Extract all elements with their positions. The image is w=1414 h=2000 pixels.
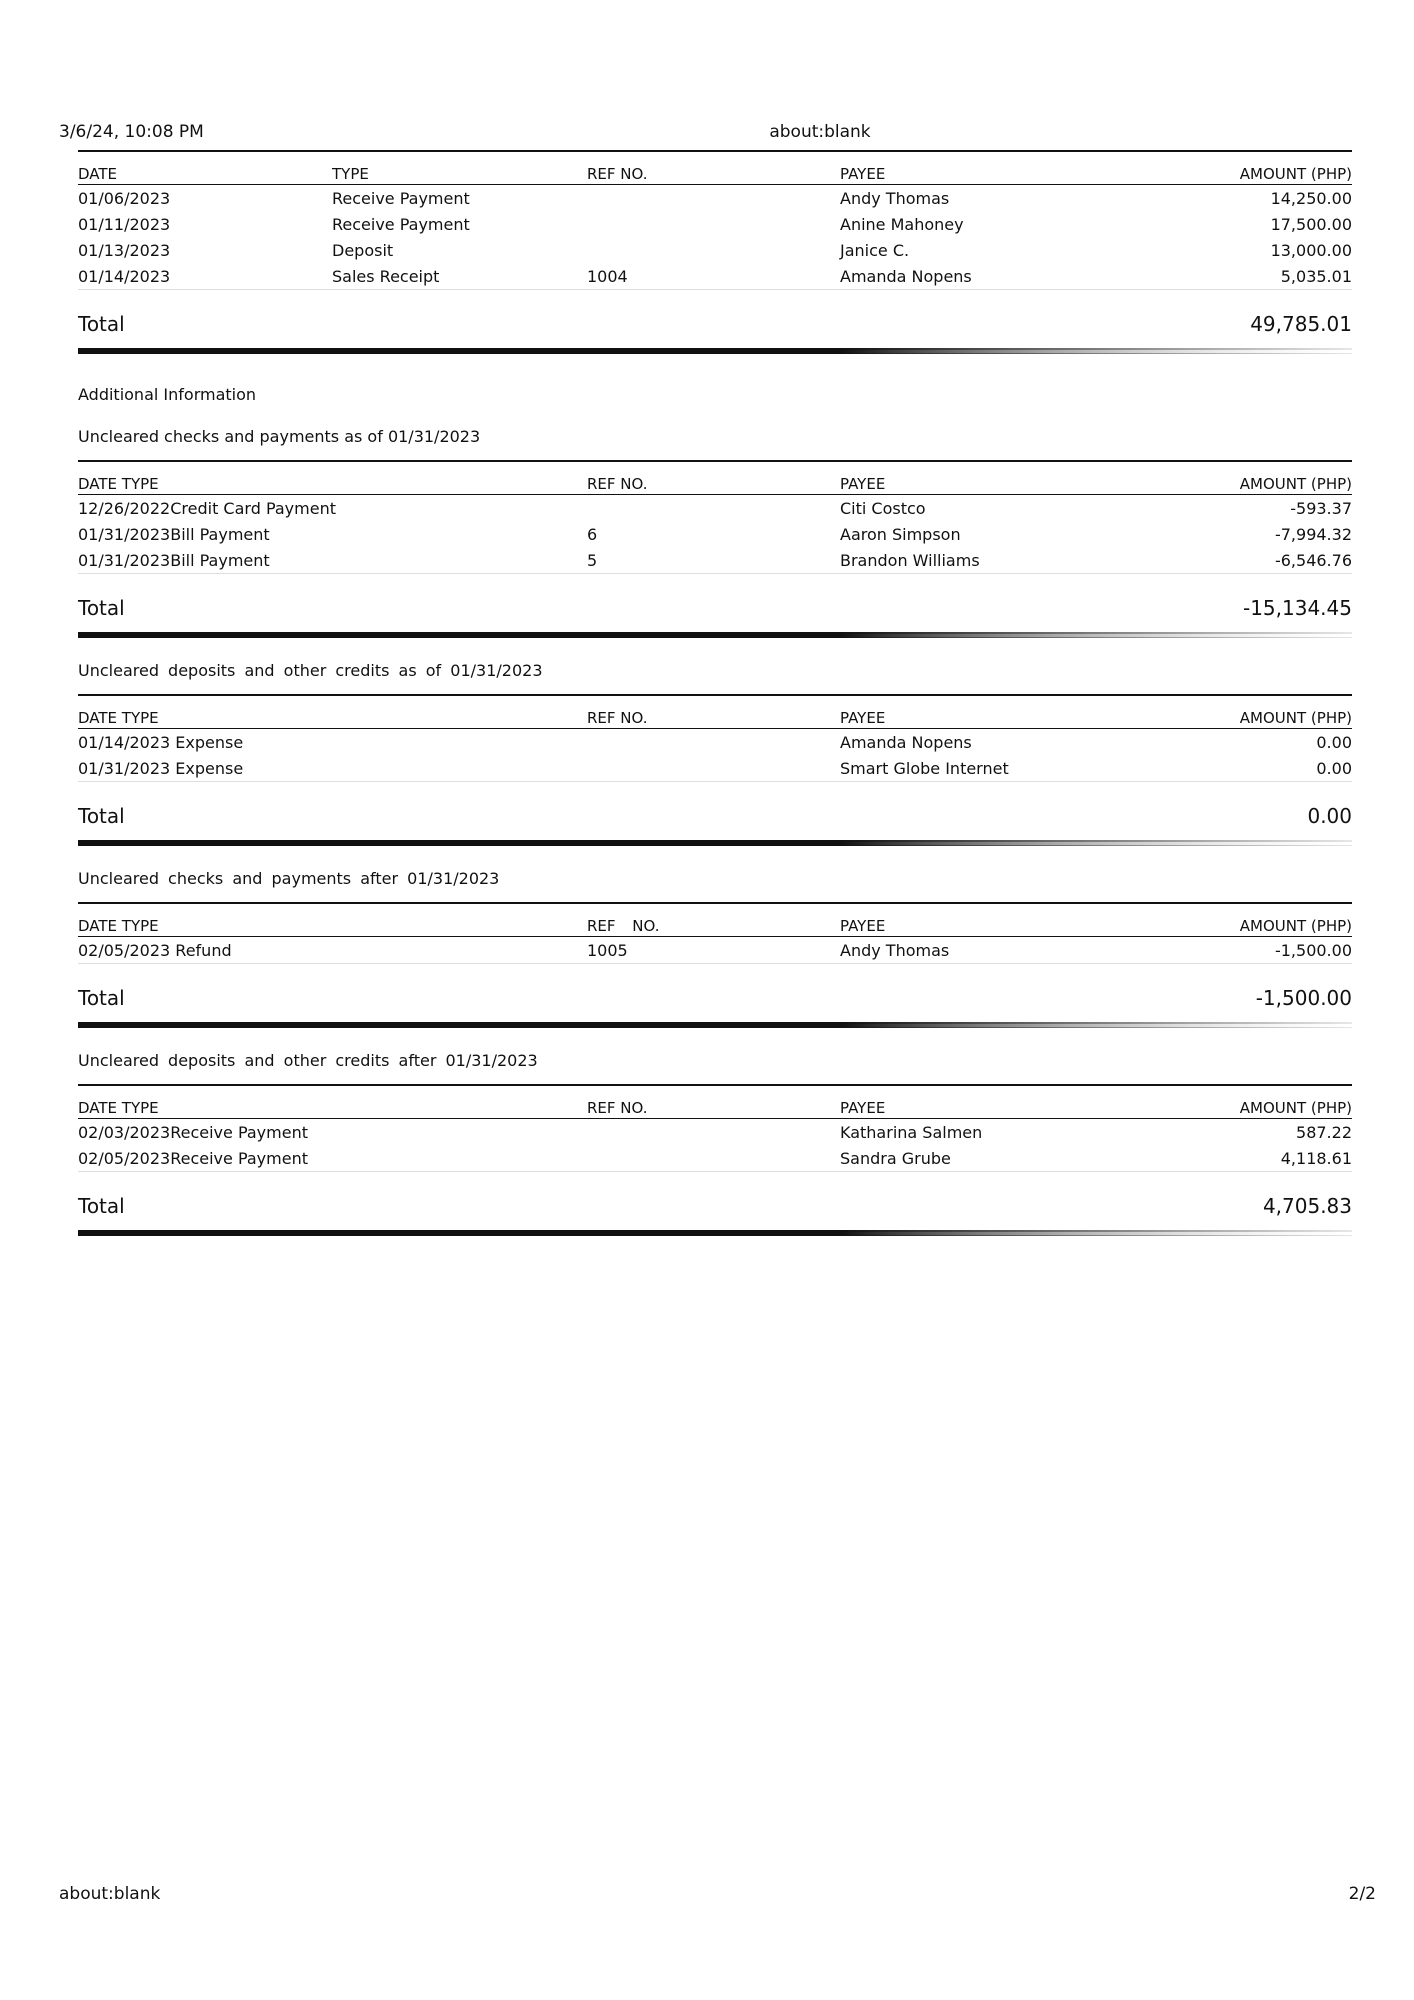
row-amount: 0.00 <box>1316 759 1352 778</box>
row-amount: -6,546.76 <box>1274 551 1352 570</box>
section-column-headers <box>78 462 1352 495</box>
page-number: 2/2 <box>1348 1884 1376 1904</box>
col-payee: PAYEE <box>840 475 886 493</box>
row-amount: 13,000.00 <box>1270 241 1352 260</box>
print-title-wrap <box>0 122 1414 142</box>
table-row <box>78 185 1352 211</box>
col-amount: AMOUNT (PHP) <box>1239 1099 1352 1117</box>
row-amount: 17,500.00 <box>1270 215 1352 234</box>
col-amount: AMOUNT (PHP) <box>1239 165 1352 183</box>
table-row <box>78 729 1352 755</box>
row-payee: Andy Thomas <box>840 941 950 960</box>
row-amount: 0.00 <box>1316 733 1352 752</box>
col-date: DATE <box>78 165 118 183</box>
col-amount: AMOUNT (PHP) <box>1239 475 1352 493</box>
section-column-headers <box>78 696 1352 729</box>
row-date-type: 01/31/2023Bill Payment <box>78 551 270 570</box>
total-row <box>78 290 1352 348</box>
row-ref: 1005 <box>587 941 628 960</box>
row-date-type: 01/31/2023 Expense <box>78 759 244 778</box>
row-ref: 1004 <box>587 267 628 286</box>
col-payee: PAYEE <box>840 709 886 727</box>
row-date: 01/11/2023 <box>78 215 171 234</box>
footer-url: about:blank <box>59 1884 161 1904</box>
row-ref: 5 <box>587 551 598 570</box>
double-rule <box>78 1022 1352 1028</box>
col-amount: AMOUNT (PHP) <box>1239 709 1352 727</box>
col-amount: AMOUNT (PHP) <box>1239 917 1352 935</box>
section-title: Uncleared checks and payments as of 01/31/2023 <box>78 427 481 446</box>
row-type: Receive Payment <box>332 189 470 208</box>
row-amount: 5,035.01 <box>1280 267 1352 286</box>
row-date-type: 02/03/2023Receive Payment <box>78 1123 308 1142</box>
section-title: Uncleared checks and payments after 01/31/2023 <box>78 869 500 888</box>
section-column-headers <box>78 1086 1352 1119</box>
row-amount: 587.22 <box>1296 1123 1352 1142</box>
col-ref: REF NO. <box>587 917 660 935</box>
row-date-type: 12/26/2022Credit Card Payment <box>78 499 336 518</box>
print-datetime: 3/6/24, 10:08 PM <box>59 122 204 142</box>
row-amount: 14,250.00 <box>1270 189 1352 208</box>
row-type: Deposit <box>332 241 394 260</box>
additional-info-label: Additional Information <box>78 385 257 404</box>
table-row <box>78 237 1352 263</box>
total-label: Total <box>78 312 125 336</box>
row-amount: -593.37 <box>1290 499 1352 518</box>
col-date-type: DATE TYPE <box>78 917 159 935</box>
row-payee: Citi Costco <box>840 499 926 518</box>
row-payee: Amanda Nopens <box>840 733 972 752</box>
table-row <box>78 547 1352 574</box>
row-payee: Andy Thomas <box>840 189 950 208</box>
row-payee: Anine Mahoney <box>840 215 964 234</box>
row-payee: Sandra Grube <box>840 1149 951 1168</box>
col-date-type: DATE TYPE <box>78 1099 159 1117</box>
row-amount: 4,118.61 <box>1280 1149 1352 1168</box>
total-amount: 49,785.01 <box>1250 312 1352 336</box>
section-column-headers <box>78 904 1352 937</box>
table-row <box>78 211 1352 237</box>
row-type: Sales Receipt <box>332 267 440 286</box>
total-label: Total <box>78 1194 125 1218</box>
total-row <box>78 782 1352 840</box>
row-payee: Katharina Salmen <box>840 1123 983 1142</box>
total-row <box>78 574 1352 632</box>
row-payee: Aaron Simpson <box>840 525 961 544</box>
table-row <box>78 521 1352 547</box>
col-date-type: DATE TYPE <box>78 475 159 493</box>
table-row <box>78 495 1352 521</box>
table-row <box>78 263 1352 290</box>
double-rule <box>78 632 1352 638</box>
table-row <box>78 1145 1352 1172</box>
section-title: Uncleared deposits and other credits after 01/31/2023 <box>78 1051 538 1070</box>
total-row <box>78 964 1352 1022</box>
row-date-type: 01/14/2023 Expense <box>78 733 244 752</box>
double-rule <box>78 348 1352 354</box>
col-ref: REF NO. <box>587 475 648 493</box>
table-row <box>78 755 1352 782</box>
row-payee: Janice C. <box>840 241 910 260</box>
row-payee: Amanda Nopens <box>840 267 972 286</box>
col-ref: REF NO. <box>587 709 648 727</box>
col-ref: REF NO. <box>587 165 648 183</box>
section-title: Uncleared deposits and other credits as of 01/31/2023 <box>78 661 543 680</box>
col-type: TYPE <box>332 165 369 183</box>
total-amount: 4,705.83 <box>1262 1194 1352 1218</box>
row-date-type: 01/31/2023Bill Payment <box>78 525 270 544</box>
total-amount: -1,500.00 <box>1255 986 1352 1010</box>
col-payee: PAYEE <box>840 1099 886 1117</box>
col-ref: REF NO. <box>587 1099 648 1117</box>
main-column-headers <box>78 152 1352 185</box>
col-payee: PAYEE <box>840 165 886 183</box>
row-amount: -7,994.32 <box>1274 525 1352 544</box>
row-ref: 6 <box>587 525 598 544</box>
row-payee: Smart Globe Internet <box>840 759 1009 778</box>
col-payee: PAYEE <box>840 917 886 935</box>
total-amount: 0.00 <box>1307 804 1352 828</box>
total-amount: -15,134.45 <box>1242 596 1352 620</box>
row-type: Receive Payment <box>332 215 470 234</box>
report-body <box>78 150 1352 1236</box>
table-row <box>78 1119 1352 1145</box>
row-date-type: 02/05/2023Receive Payment <box>78 1149 308 1168</box>
double-rule <box>78 840 1352 846</box>
total-label: Total <box>78 596 125 620</box>
row-payee: Brandon Williams <box>840 551 980 570</box>
row-date: 01/13/2023 <box>78 241 171 260</box>
total-label: Total <box>78 986 125 1010</box>
double-rule <box>78 1230 1352 1236</box>
table-row <box>78 937 1352 964</box>
print-title: about:blank <box>769 122 871 142</box>
row-date: 01/06/2023 <box>78 189 171 208</box>
row-amount: -1,500.00 <box>1274 941 1352 960</box>
col-date-type: DATE TYPE <box>78 709 159 727</box>
total-row <box>78 1172 1352 1230</box>
row-date-type: 02/05/2023 Refund <box>78 941 232 960</box>
total-label: Total <box>78 804 125 828</box>
row-date: 01/14/2023 <box>78 267 171 286</box>
